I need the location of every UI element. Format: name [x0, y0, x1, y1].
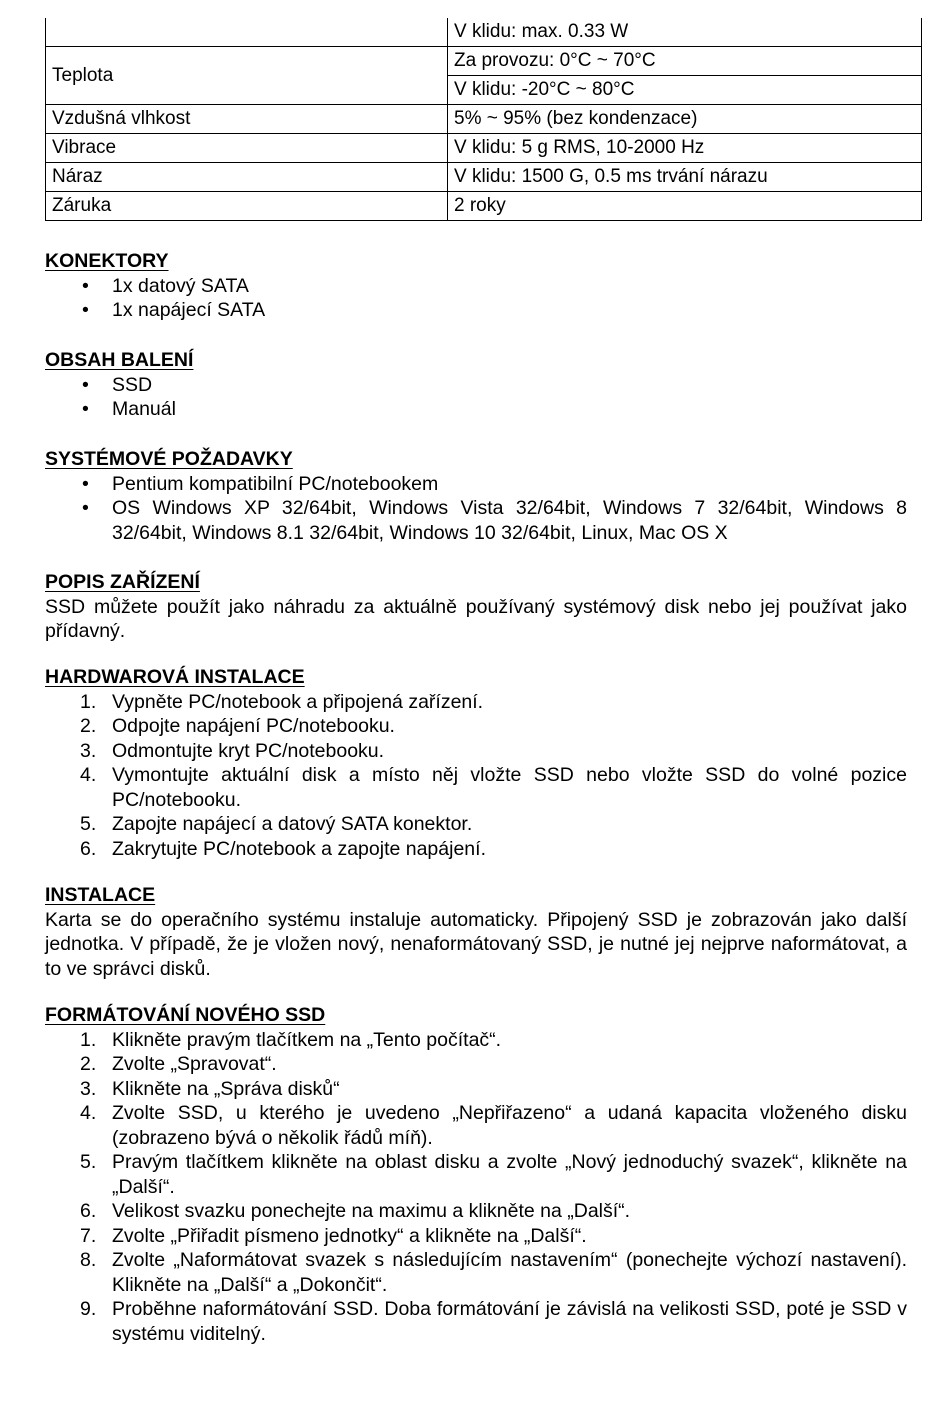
bullet-list [45, 274, 907, 323]
table-row [46, 163, 922, 192]
table-row [46, 47, 922, 76]
list-item: • SSD [45, 373, 907, 398]
list-item: 9. Proběhne naformátování SSD. Doba formátování je závislá na velikosti SSD, poté je SSD v systému viditelný. [80, 1298, 907, 1345]
numbered-list [45, 690, 907, 862]
table-cell-label: Vzdušná vlhkost [46, 105, 448, 134]
section-instalace [45, 883, 907, 981]
list-item: 2. Odpojte napájení PC/notebooku. [80, 715, 395, 737]
table-row [46, 105, 922, 134]
section-popis-zarizeni [45, 570, 907, 644]
section-formatovani [45, 1003, 907, 1346]
paragraph: SSD můžete použít jako náhradu za aktuálně používaný systémový disk nebo jej používat jako přídavný. [45, 595, 907, 642]
list-item: 8. Zvolte „Naformátovat svazek s následujícím nastavením“ (ponechejte výchozí nastavení). Klikněte na „Další“ a „Dokončit“. [80, 1249, 907, 1296]
list-item: 7. Zvolte „Přiřadit písmeno jednotky“ a klikněte na „Další“. [80, 1224, 587, 1247]
table-cell-label: Teplota [46, 47, 448, 105]
bullet-list [45, 472, 907, 546]
list-item: 6. Velikost svazku ponechejte na maximu a klikněte na „Další“. [80, 1200, 631, 1222]
table-cell-value: V klidu: 5 g RMS, 10-2000 Hz [448, 134, 922, 163]
list-item: • Manuál [45, 397, 907, 422]
list-item: 3. Odmontujte kryt PC/notebooku. [80, 739, 385, 762]
section-systemove-pozadavky [45, 447, 907, 545]
section-heading: SYSTÉMOVÉ POŽADAVKY [45, 448, 293, 470]
list-item: 4. Zvolte SSD, u kterého je uvedeno „Nepřiřazeno“ a udaná kapacita vloženého disku (zobrazeno bývá o několik řádů míň). [80, 1102, 907, 1149]
table-cell-value: V klidu: max. 0.33 W [448, 18, 922, 47]
list-item: • Pentium kompatibilní PC/notebookem [45, 472, 907, 497]
table-cell-value: Za provozu: 0°C ~ 70°C [448, 47, 922, 76]
table-cell-value: V klidu: 1500 G, 0.5 ms trvání nárazu [448, 163, 922, 192]
list-item: • 1x datový SATA [45, 274, 907, 299]
table-cell-label [46, 18, 448, 47]
list-item: 4. Vymontujte aktuální disk a místo něj vložte SSD nebo vložte SSD do volné pozice PC/notebooku. [80, 764, 907, 811]
table-cell-label: Náraz [46, 163, 448, 192]
spec-table [45, 18, 922, 221]
table-cell-value: V klidu: -20°C ~ 80°C [448, 76, 922, 105]
section-heading: FORMÁTOVÁNÍ NOVÉHO SSD [45, 1004, 326, 1026]
table-cell-value: 5% ~ 95% (bez kondenzace) [448, 105, 922, 134]
table-cell-label: Vibrace [46, 134, 448, 163]
section-konektory [45, 249, 907, 323]
table-cell-value: 2 roky [448, 192, 922, 221]
list-item: • 1x napájecí SATA [45, 298, 907, 323]
table-row [46, 192, 922, 221]
section-heading: INSTALACE [45, 884, 156, 906]
section-hardwarova-instalace [45, 665, 907, 861]
list-item: 5. Zapojte napájecí a datový SATA konektor. [80, 813, 473, 835]
table-cell-label: Záruka [46, 192, 448, 221]
numbered-list [45, 1028, 907, 1347]
list-item: 6. Zakrytujte PC/notebook a zapojte napájení. [80, 837, 486, 860]
table-row [46, 134, 922, 163]
section-heading: POPIS ZAŘÍZENÍ [45, 571, 200, 593]
list-item: 1. Klikněte pravým tlačítkem na „Tento počítač“. [80, 1028, 502, 1051]
section-heading: OBSAH BALENÍ [45, 349, 194, 371]
list-item: 1. Vypněte PC/notebook a připojená zařízení. [80, 690, 484, 713]
paragraph: Karta se do operačního systému instaluje automaticky. Připojený SSD je zobrazován jako další jednotka. V případě, že je vložen nový, nenaformátovaný SSD, je nutné jej nejprve naformátovat, a to ve správci disků. [45, 908, 907, 980]
list-item: 5. Pravým tlačítkem klikněte na oblast disku a zvolte „Nový jednoduchý svazek“, klikněte na „Další“. [80, 1151, 907, 1198]
section-obsah-baleni [45, 348, 907, 422]
table-row [46, 18, 922, 47]
list-item: 2. Zvolte „Spravovat“. [80, 1053, 277, 1075]
section-heading: HARDWAROVÁ INSTALACE [45, 666, 305, 688]
list-item: • OS Windows XP 32/64bit, Windows Vista 32/64bit, Windows 7 32/64bit, Windows 8 32/64bit, Windows 8.1 32/64bit, Windows 10 32/64bit, Linux, Mac OS X [45, 496, 907, 545]
section-heading: KONEKTORY [45, 250, 169, 272]
bullet-list [45, 373, 907, 422]
list-item: 3. Klikněte na „Správa disků“ [80, 1077, 340, 1100]
